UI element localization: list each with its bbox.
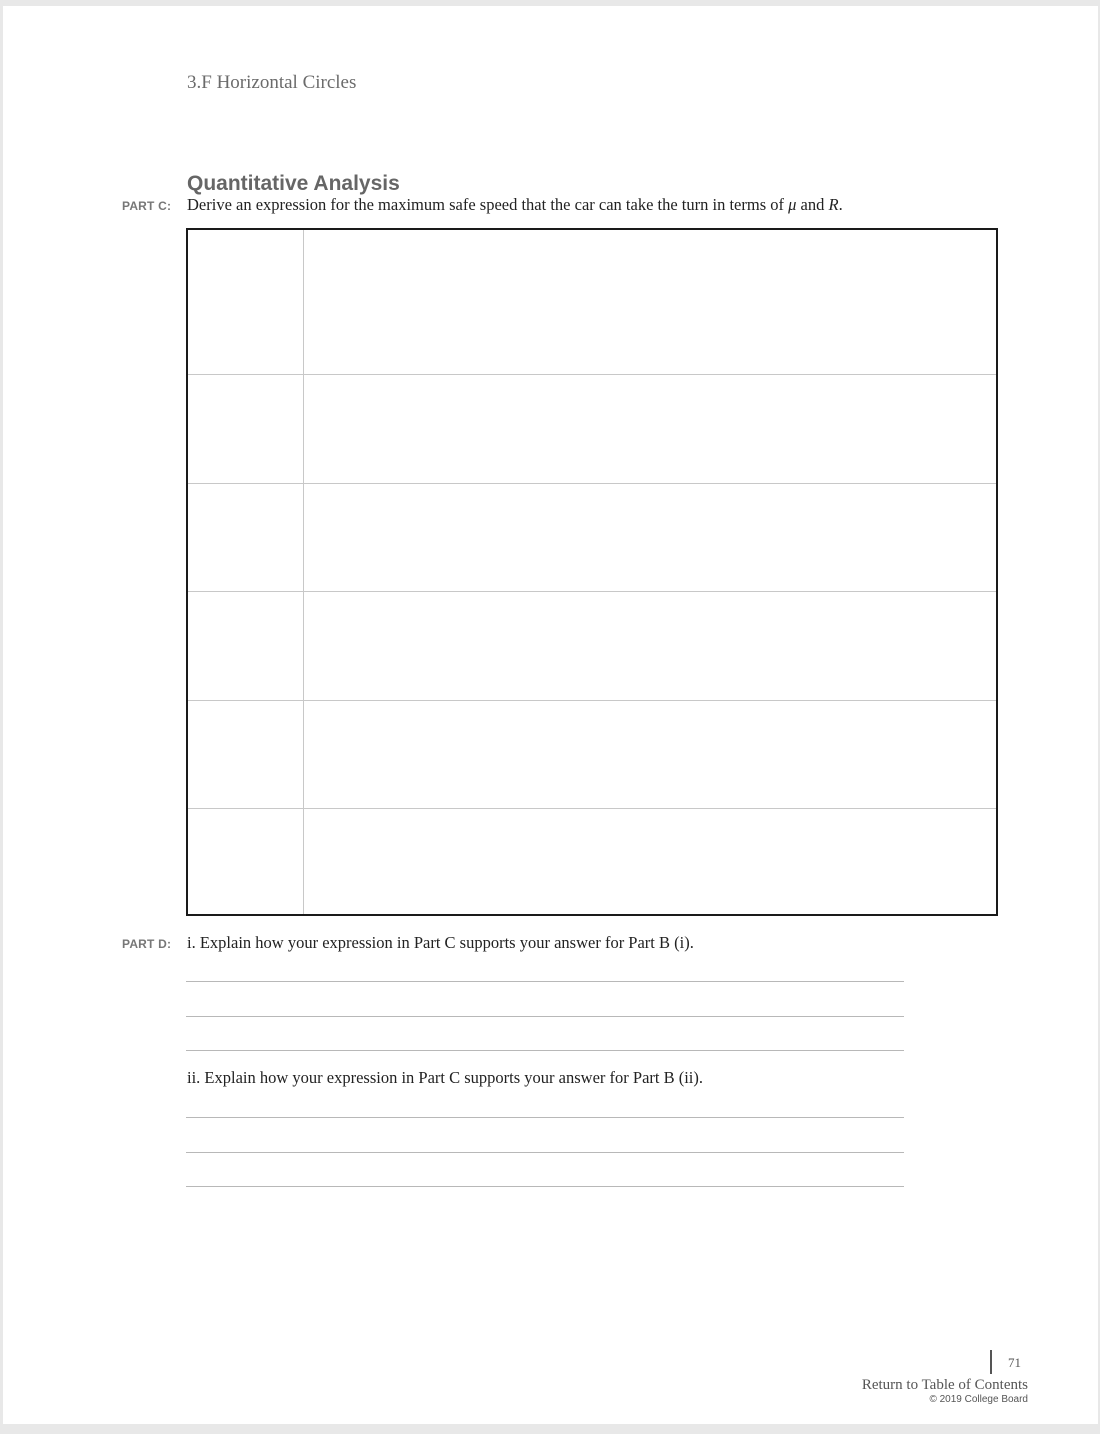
part-c-prompt-text: Derive an expression for the maximum safe speed that the car can take the turn in terms of (187, 195, 789, 214)
copyright-notice: © 2019 College Board (929, 1394, 1028, 1405)
part-d-label: PART D: (122, 937, 172, 951)
grid-row-divider (188, 700, 996, 701)
grid-row-divider (188, 374, 996, 375)
answer-line[interactable] (186, 1050, 904, 1051)
grid-row-divider (188, 808, 996, 809)
part-d-question-ii: ii. Explain how your expression in Part C supports your answer for Part B (ii). (187, 1068, 704, 1087)
part-c-answer-grid[interactable] (186, 228, 998, 916)
worksheet-page (3, 6, 1098, 1424)
mu-variable: μ (788, 195, 797, 214)
part-c-label: PART C: (122, 199, 172, 213)
answer-line[interactable] (186, 981, 904, 982)
answer-line[interactable] (186, 1152, 904, 1153)
page-number: 71 (1008, 1355, 1021, 1370)
part-c-prompt-end: . (838, 195, 843, 214)
part-d-question-i: i. Explain how your expression in Part C supports your answer for Part B (i). (187, 933, 694, 952)
answer-line[interactable] (186, 1016, 904, 1017)
grid-column-divider (303, 230, 304, 914)
footer-divider (990, 1350, 992, 1374)
grid-row-divider (188, 591, 996, 592)
answer-line[interactable] (186, 1117, 904, 1118)
page-header-title: 3.F Horizontal Circles (187, 72, 357, 93)
answer-line[interactable] (186, 1186, 904, 1187)
part-c-prompt (187, 195, 843, 215)
r-variable: R (828, 195, 839, 214)
grid-row-divider (188, 483, 996, 484)
section-heading: Quantitative Analysis (187, 172, 400, 195)
return-to-toc-link[interactable]: Return to Table of Contents (861, 1377, 1028, 1393)
part-c-prompt-and: and (796, 195, 829, 214)
